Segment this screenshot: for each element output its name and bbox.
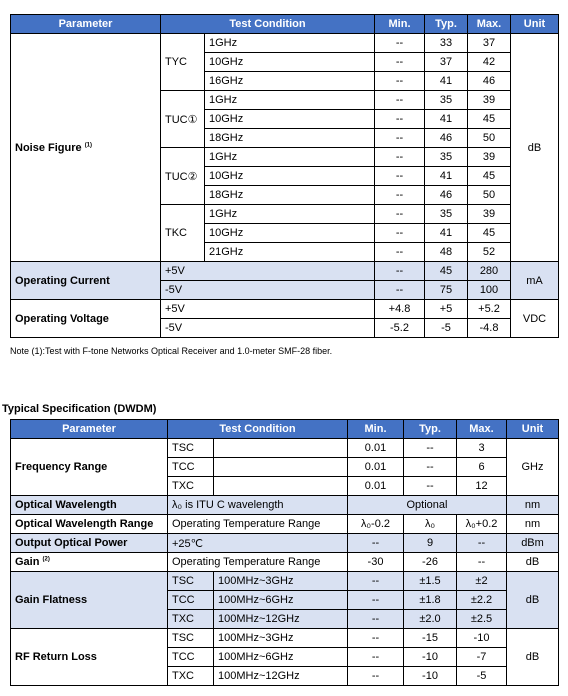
unit-cell: GHz [507, 439, 559, 496]
typ-cell: -15 [404, 629, 457, 648]
min-cell: -- [375, 186, 425, 205]
condition-cell: 100MHz~3GHz [214, 572, 348, 591]
min-cell: λ₀-0.2 [348, 515, 404, 534]
min-cell: -- [348, 534, 404, 553]
typ-cell: 45 [425, 262, 468, 281]
max-cell: 37 [468, 34, 511, 53]
typ-cell: -- [404, 439, 457, 458]
operating-current-label: Operating Current [11, 262, 161, 300]
max-cell: 6 [457, 458, 507, 477]
model-cell: TXC [168, 610, 214, 629]
footnote: Note (1):Test with F-tone Networks Optical Receiver and 1.0-meter SMF-28 fiber. [10, 346, 333, 356]
min-cell: -- [348, 572, 404, 591]
typ-cell: ±2.0 [404, 610, 457, 629]
max-cell: 39 [468, 205, 511, 224]
model-cell: TUC① [161, 91, 205, 148]
typ-cell: 46 [425, 129, 468, 148]
typ-cell: 41 [425, 167, 468, 186]
max-cell: -- [457, 534, 507, 553]
condition-cell: 1GHz [205, 205, 375, 224]
gain-flatness-label: Gain Flatness [11, 572, 168, 629]
model-cell: TSC [168, 572, 214, 591]
model-cell: TCC [168, 591, 214, 610]
min-cell: -- [348, 648, 404, 667]
condition-cell: 100MHz~3GHz [214, 629, 348, 648]
min-cell: -30 [348, 553, 404, 572]
min-cell: -- [348, 610, 404, 629]
condition-cell: λ₀ is ITU C wavelength [168, 496, 348, 515]
typ-cell: λ₀ [404, 515, 457, 534]
table-row [11, 300, 559, 319]
unit-cell: nm [507, 496, 559, 515]
min-cell: -- [375, 224, 425, 243]
typ-cell: -- [404, 458, 457, 477]
condition-cell: +5V [161, 262, 375, 281]
condition-cell: 18GHz [205, 186, 375, 205]
model-cell: TXC [168, 477, 214, 496]
typ-cell: -10 [404, 648, 457, 667]
typ-cell: 41 [425, 72, 468, 91]
model-cell: TXC [168, 667, 214, 686]
typ-cell: 9 [404, 534, 457, 553]
min-cell: -5.2 [375, 319, 425, 338]
min-cell: -- [375, 262, 425, 281]
condition-cell: 10GHz [205, 167, 375, 186]
typ-cell: -- [404, 477, 457, 496]
max-cell: ±2.5 [457, 610, 507, 629]
max-cell: 45 [468, 224, 511, 243]
table-row [11, 553, 559, 572]
condition-cell: 100MHz~12GHz [214, 610, 348, 629]
typ-cell: 35 [425, 91, 468, 110]
typ-cell: 48 [425, 243, 468, 262]
optical-wavelength-range-label: Optical Wavelength Range [11, 515, 168, 534]
max-cell: 50 [468, 129, 511, 148]
typ-cell: -26 [404, 553, 457, 572]
condition-cell: +25℃ [168, 534, 348, 553]
condition-cell: Operating Temperature Range [168, 515, 348, 534]
condition-cell: 100MHz~6GHz [214, 591, 348, 610]
optical-wavelength-label: Optical Wavelength [11, 496, 168, 515]
condition-cell: -5V [161, 281, 375, 300]
condition-cell: 1GHz [205, 91, 375, 110]
table-row [11, 439, 559, 458]
min-cell: -- [375, 110, 425, 129]
table-row [11, 34, 559, 53]
min-cell: -- [375, 281, 425, 300]
min-cell: -- [348, 591, 404, 610]
unit-cell: dB [511, 34, 559, 262]
min-cell: -- [375, 129, 425, 148]
unit-cell: dB [507, 572, 559, 629]
max-cell: 12 [457, 477, 507, 496]
model-cell: TSC [168, 439, 214, 458]
table-header-row [11, 15, 559, 34]
condition-cell: 100MHz~12GHz [214, 667, 348, 686]
condition-cell: 100MHz~6GHz [214, 648, 348, 667]
typ-cell: 75 [425, 281, 468, 300]
max-cell: 39 [468, 148, 511, 167]
typ-cell: 33 [425, 34, 468, 53]
max-cell: +5.2 [468, 300, 511, 319]
min-cell: -- [375, 243, 425, 262]
min-cell: 0.01 [348, 458, 404, 477]
unit-cell: dBm [507, 534, 559, 553]
typ-cell: ±1.5 [404, 572, 457, 591]
model-cell: TUC② [161, 148, 205, 205]
min-cell: -- [348, 667, 404, 686]
table-row [11, 515, 559, 534]
max-cell: -7 [457, 648, 507, 667]
max-cell: -- [457, 553, 507, 572]
typ-cell: -5 [425, 319, 468, 338]
condition-cell: 18GHz [205, 129, 375, 148]
col-header-max: Max. [468, 15, 511, 34]
model-cell: TYC [161, 34, 205, 91]
condition-cell: 10GHz [205, 224, 375, 243]
noise-figure-label: Noise Figure $^{(1)}$ [11, 34, 161, 262]
unit-cell: nm [507, 515, 559, 534]
max-cell: λ₀+0.2 [457, 515, 507, 534]
condition-cell: 1GHz [205, 148, 375, 167]
typ-cell: 37 [425, 53, 468, 72]
table-row [11, 496, 559, 515]
max-cell: 42 [468, 53, 511, 72]
condition-cell [214, 477, 348, 496]
col-header-min: Min. [375, 15, 425, 34]
max-cell: -5 [457, 667, 507, 686]
condition-cell: 10GHz [205, 53, 375, 72]
max-cell: ±2.2 [457, 591, 507, 610]
col-header-min: Min. [348, 420, 404, 439]
unit-cell: VDC [511, 300, 559, 338]
frequency-range-label: Frequency Range [11, 439, 168, 496]
typ-cell: 35 [425, 148, 468, 167]
operating-voltage-label: Operating Voltage [11, 300, 161, 338]
model-cell: TCC [168, 648, 214, 667]
table-row [11, 629, 559, 648]
max-cell: 280 [468, 262, 511, 281]
typ-cell: 46 [425, 186, 468, 205]
table-header-row [11, 420, 559, 439]
min-cell: 0.01 [348, 439, 404, 458]
table-row [11, 572, 559, 591]
max-cell: ±2 [457, 572, 507, 591]
model-cell: TKC [161, 205, 205, 262]
condition-cell: 16GHz [205, 72, 375, 91]
min-cell: -- [348, 629, 404, 648]
min-cell: -- [375, 205, 425, 224]
col-header-max: Max. [457, 420, 507, 439]
value-cell: Optional [348, 496, 507, 515]
max-cell: 3 [457, 439, 507, 458]
model-cell: TSC [168, 629, 214, 648]
max-cell: 50 [468, 186, 511, 205]
col-header-test-condition: Test Condition [161, 15, 375, 34]
table-row [11, 262, 559, 281]
condition-cell: Operating Temperature Range [168, 553, 348, 572]
col-header-unit: Unit [507, 420, 559, 439]
output-optical-power-label: Output Optical Power [11, 534, 168, 553]
min-cell: +4.8 [375, 300, 425, 319]
col-header-parameter: Parameter [11, 420, 168, 439]
typ-cell: +5 [425, 300, 468, 319]
rf-return-loss-label: RF Return Loss [11, 629, 168, 686]
condition-cell: 1GHz [205, 34, 375, 53]
max-cell: 52 [468, 243, 511, 262]
max-cell: 39 [468, 91, 511, 110]
col-header-unit: Unit [511, 15, 559, 34]
max-cell: 100 [468, 281, 511, 300]
condition-cell: 21GHz [205, 243, 375, 262]
model-cell: TCC [168, 458, 214, 477]
max-cell: 45 [468, 167, 511, 186]
typ-cell: ±1.8 [404, 591, 457, 610]
gain-label: Gain $^{(2)}$ [11, 553, 168, 572]
condition-cell [214, 458, 348, 477]
typ-cell: -10 [404, 667, 457, 686]
min-cell: -- [375, 72, 425, 91]
typ-cell: 35 [425, 205, 468, 224]
col-header-typ: Typ. [404, 420, 457, 439]
min-cell: 0.01 [348, 477, 404, 496]
unit-cell: mA [511, 262, 559, 300]
condition-cell: +5V [161, 300, 375, 319]
max-cell: -10 [457, 629, 507, 648]
condition-cell: 10GHz [205, 110, 375, 129]
min-cell: -- [375, 34, 425, 53]
section-title: Typical Specification (DWDM) [2, 403, 157, 415]
min-cell: -- [375, 167, 425, 186]
unit-cell: dB [507, 629, 559, 686]
dwdm-spec-table [10, 419, 559, 686]
electrical-spec-table [10, 14, 559, 338]
min-cell: -- [375, 53, 425, 72]
typ-cell: 41 [425, 110, 468, 129]
max-cell: 46 [468, 72, 511, 91]
max-cell: -4.8 [468, 319, 511, 338]
unit-cell: dB [507, 553, 559, 572]
max-cell: 45 [468, 110, 511, 129]
col-header-test-condition: Test Condition [168, 420, 348, 439]
condition-cell [214, 439, 348, 458]
min-cell: -- [375, 148, 425, 167]
col-header-typ: Typ. [425, 15, 468, 34]
typ-cell: 41 [425, 224, 468, 243]
table-row [11, 534, 559, 553]
condition-cell: -5V [161, 319, 375, 338]
col-header-parameter: Parameter [11, 15, 161, 34]
min-cell: -- [375, 91, 425, 110]
